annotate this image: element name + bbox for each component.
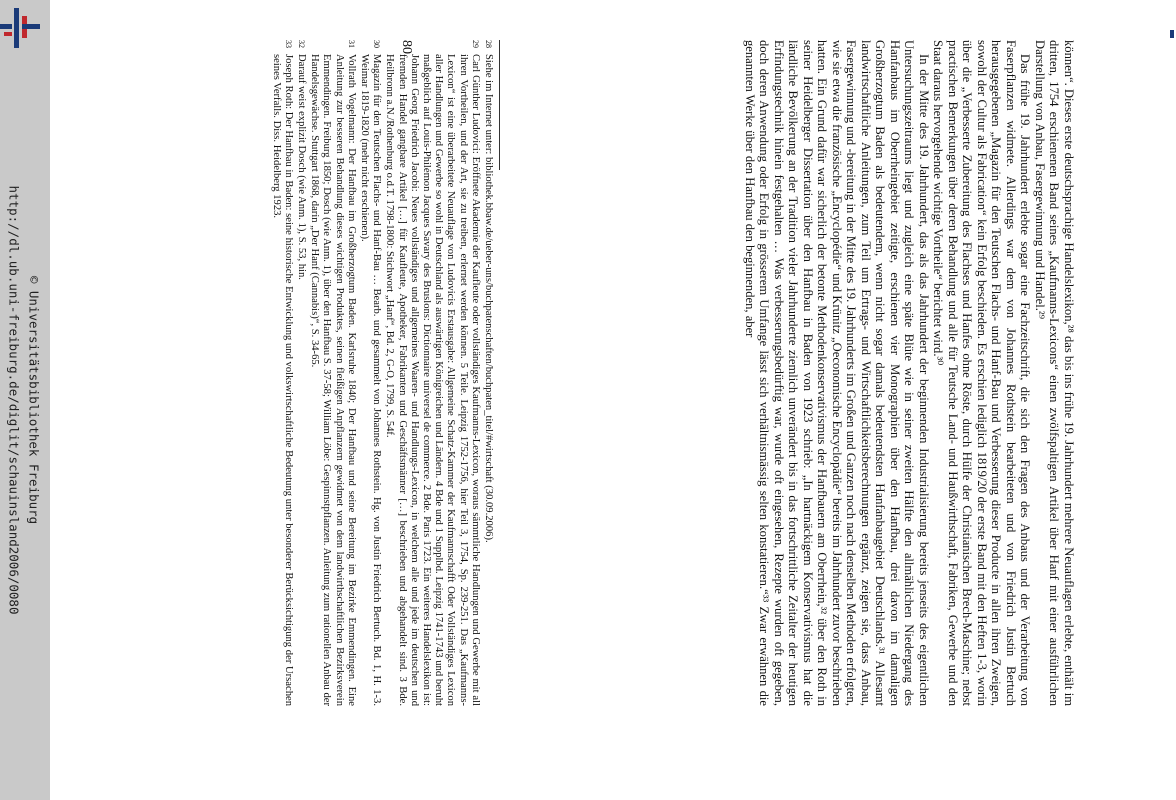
footnote	[482, 40, 494, 706]
footnote-number: 33	[283, 40, 293, 48]
page-number: 80	[399, 40, 414, 54]
book-page	[90, 30, 1082, 720]
footnote-number: 28	[484, 40, 493, 48]
uni-freiburg-logo-icon	[0, 2, 48, 52]
footnote-text: Vollrath Vogelmann: Der Hanfbau im Großherzogtum Baden. Karlsruhe 1840; Der Hanfbau und seine Bereitung im Bezirke Emmendingen. Eine Anleitung zur besseren Behandlung dieses wichtigen Produktes, seinen fleißigen Anpflanzern gewidmet von dem landwirthschaftlichen Bezirksverein Emmendingen. Freiburg 1850; Dosch (wie Anm. 1), über den Hanfbau S. 37-58; William Löbe: Gespinnstpflanzen. Anleitung zum rationellen Anbau der Handelsgewächse. Stuttgart 1868, darin „Der Hanf (Cannabis)“, S. 34-65.	[309, 54, 357, 706]
sidebar	[0, 0, 50, 800]
paragraph: Das frühe 19. Jahrhundert erlebte sogar eine Fachzeitschrift, die sich den Fragen des Anbaus und der Verarbeitung von Faserpflanzen widmete. Allerdings war dem von Johannes Rothstein bearbeiteten und von Friedrich Justin Bertuch herausgegebenen „Magazin für den Teutschen Flachs- und Hanf-Bau und Verbesserung dieser Producte in allen ihren Zweigen, sowohl der Cultur als Fabrication“ kein Erfolg beschieden. Es erschien lediglich 1819/20 der erste Band mit den Heften 1-3, worin über die „Verbesserte Zubereitung des Flachses und Hanfes ohne Röste, durch Hülfe der Christianischen Brech-Maschine; nebst practischen Bemerkungen über deren Behandlung und alle für Teutsche Land- und Haußwirthschaft, Fabriken, Gewerbe und den Staat daraus hervorgehende wichtige Vortheile“ berichtet wird.³⁰	[931, 40, 1033, 706]
footnote-text: Carl Günther Ludovici: Eröffnete Akademie der Kaufleute oder vollständiges Kaufmanns-Lexicon, woraus sämmtliche Handlungen und Gewerbe mit all ihren Vortheilen, und der Art, sie zu treiben, erlernet werden können. 5 Teile. Leipzig 1752-1756, hier Teil 3, 1754, Sp. 239-251. Das „Kaufmanns-Lexicon“ ist eine überarbeitete Neuauflage von Ludovicis Erstausgabe: Allgemeine Schatz-Kammer der Kaufmannschafft Oder Vollständiges Lexicon aller Handlungen und Gewerbe so wohl in Deutschland als auswärtigen Königreichen und Ländern. 4 Bde und 1 Supplbd. Leipzig 1741-1743 und beruht maßgeblich auf Louis-Philémon Jacques Savary des Bruslons: Dictionnaire universel de commerce. 2 Bde. Paris 1723. Ein weiteres Handelslexikon ist: Johann Georg Friedrich Jacobi: Neues vollständiges und allgemeines Waaren- und Handlungs-Lexicon, in welchem alle und jede im deutschen und fremden Handel gangbare Artikel […] für Kaufleute, Apotheker, Fabrikanten und Geschäftsmänner […] beschrieben und abgehandelt sind. 3 Bde. Heilbronn a.N./Rothenburg o.d.T. 1798-1800: Stichwort „Hanf“, Bd. 2, G-O, 1799, S. 54f.	[384, 54, 481, 706]
footnote	[269, 40, 293, 706]
footnote-text: Siehe im Internet unter: bibliothek.bbaw.de/ueber-uns/buchpatenschaften/buchpaten_titel/#wirtschaft (30.09.2006).	[483, 54, 494, 543]
paragraph: können“. Dieses erste deutschsprachige Handelslexikon,²⁸ das bis ins frühe 19. Jahrhundert mehrere Neuauflagen erlebte, enthält im dritten, 1754 erschienenen Band seines „Kaufmanns-Lexicons“ einen zwölfspaltigen Artikel über Hanf mit einer ausführlichen Darstellung von Anbau, Fasergewinnung und Handel.²⁹	[1033, 40, 1076, 706]
footnote-text: Joseph Roth: Der Hanfbau in Baden: seine historische Entwicklung und volkswirtschaftliche Bedeutung unter besonderer Berücksichtigung der Ursachen seines Verfalls. Diss. Heidelberg 1923.	[270, 54, 294, 706]
footnote-divider	[499, 40, 500, 170]
footnote	[358, 40, 382, 706]
footnote	[383, 40, 481, 706]
footnote-number: 31	[346, 40, 356, 48]
footnote	[308, 40, 357, 706]
document-url[interactable]: http://dl.ub.uni-freiburg.de/diglit/schauinsland2006/0080	[6, 185, 22, 615]
footnote-text: Darauf weist explizit Dosch (wie Anm. 1), S. 53, hin.	[295, 54, 307, 280]
footnotes	[268, 40, 494, 706]
footnote-number: 30	[372, 40, 382, 48]
paragraph: In der Mitte des 19. Jahrhundert, das als das Jahrhundert der beginnenden Industrialisierung bereits jenseits des eigentlichen Untersuchungszeitraums liegt und zugleich eine späte Blüte wie in seiner zweiten Hälfte den allmählichen Niedergang des Hanfanbaus im Oberrheingebiet zeitigte, erschienen vier Monographien über den Hanfbau, drei davon im damaligen Großherzogtum Baden als bedeutendem, wenn nicht sogar damals bedeutendsten Hanfanbaugebiet Deutschlands.³¹ Allesamt landwirtschaftliche Anleitungen, zum Teil um Ertrags- und Wirtschaftlichkeitsberechnungen ergänzt, zeigen sie, dass Anbau, Fasergewinnung und -bereitung in der Mitte des 19. Jahrhunderts im Großen und Ganzen noch nach denselben Methoden erfolgten, wie sie etwa die französische „Encyclopédie“ und Krünitz „Oeconomische Encyclopädie“ bereits im Jahrhundert zuvor beschrieben hatten. Ein Grund dafür war sicherlich der betonte Methodenkonservativismus der Hanfbauern am Oberrhein,³² über den Roth in seiner Heidelberger Dissertation über den Hanfbau in Baden von 1923 schrieb: „In hartnäckigem Konservativismus hat die ländliche Bevölkerung an der Tradition vieler Jahrhunderte ziemlich unverändert bis in das fortschrittliche Zeitalter der heutigen Erfindungstechnik hinein festgehalten … Was verbesserungsbedürftig war, wurde oft eingesehen, Rezepte wurden oft gegeben, doch deren Anwendung oder Erfolg in grösserem Umfange lässt sich verhältnismässig selten konstatieren.“³³ Zwar erwähnen die genannten Werke über den Hanfbau den beginnenden, aber	[743, 40, 931, 706]
footnote-number: 32	[296, 40, 306, 48]
edge-marker	[1170, 30, 1174, 38]
body-text	[743, 40, 1077, 706]
footnote-number: 29	[470, 40, 480, 48]
footnote	[295, 40, 307, 706]
footnote-text: Magazin für den Teutschen Flachs- und Hanf-Bau … Bearb. und gesammelt von Johannes Rothstein. Hg. von Justin Friedrich Bertuch. Bd. 1, H. 1-3. Weimar 1819-1820 (mehr nicht erschienen).	[358, 54, 383, 706]
copyright-notice: © Universitätsbibliothek Freiburg	[26, 275, 42, 525]
